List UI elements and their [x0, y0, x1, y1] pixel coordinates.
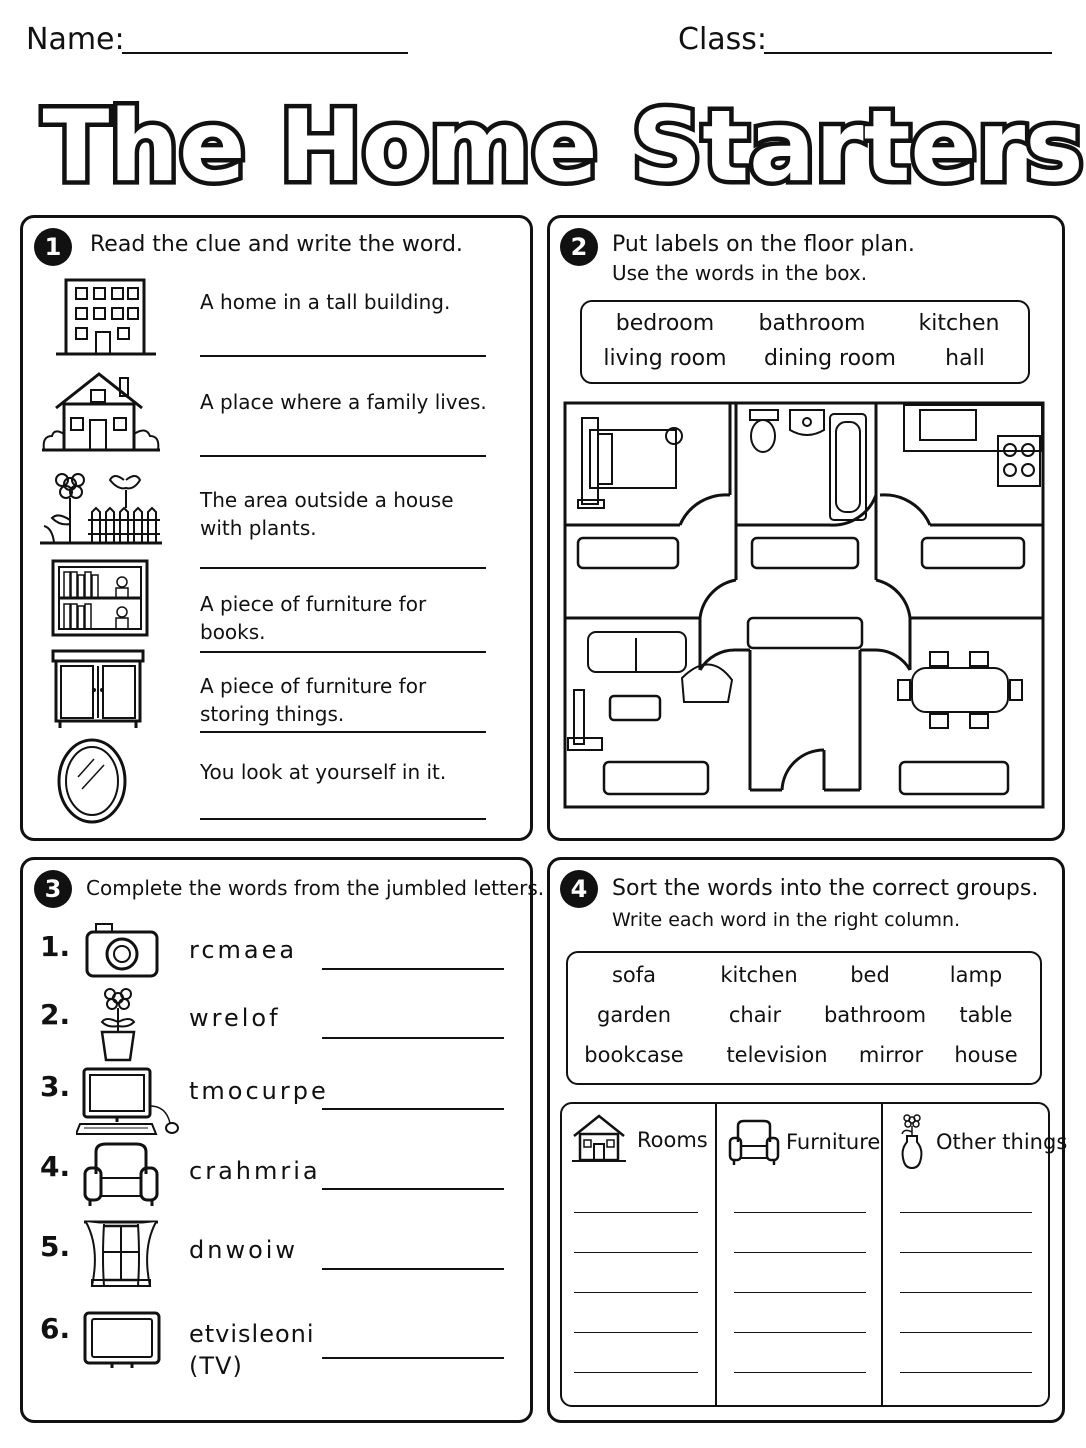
section-4-instruction: Sort the words into the correct groups.: [612, 876, 1039, 901]
item-1-number: 1.: [40, 930, 71, 963]
furniture-answer-line[interactable]: [734, 1332, 866, 1333]
class-label: Class:: [678, 22, 768, 57]
sort-word-chair: chair: [728, 1003, 782, 1027]
other-things-answer-line[interactable]: [900, 1252, 1032, 1253]
sort-word-mirror: mirror: [858, 1043, 924, 1067]
clue-2-answer-line[interactable]: [200, 455, 486, 457]
item-6-number: 6.: [40, 1312, 71, 1345]
item-5-number: 5.: [40, 1230, 71, 1263]
garden-icon: [40, 468, 162, 546]
computer-icon: [76, 1066, 182, 1136]
furniture-answer-line[interactable]: [734, 1212, 866, 1213]
word-bathroom: bathroom: [758, 311, 866, 336]
floor-plan: [560, 400, 1050, 812]
item-4-answer-line[interactable]: [322, 1188, 504, 1190]
bookcase-icon: [50, 558, 150, 638]
sort-word-television: television: [726, 1043, 828, 1067]
other-things-vase-icon: [896, 1112, 928, 1170]
item-6-answer-line[interactable]: [322, 1357, 504, 1359]
page-title: [0, 70, 1086, 205]
word-kitchen: kitchen: [918, 311, 1000, 336]
section-3-number: 3: [34, 870, 72, 908]
sort-word-table: table: [959, 1003, 1013, 1027]
section-2-instruction-2: Use the words in the box.: [612, 261, 868, 285]
section-4-number: 4: [560, 870, 598, 908]
item-6-letters: etvisleoni: [189, 1320, 315, 1348]
camera-icon: [84, 920, 160, 980]
word-hall: hall: [945, 346, 985, 371]
column-furniture-label: Furniture: [786, 1130, 881, 1154]
clue-4-text: A piece of furniture for books.: [200, 592, 427, 644]
furniture-answer-line[interactable]: [734, 1292, 866, 1293]
sort-word-garden: garden: [596, 1003, 672, 1027]
item-2-number: 2.: [40, 998, 71, 1031]
other-things-answer-line[interactable]: [900, 1292, 1032, 1293]
item-5-answer-line[interactable]: [322, 1268, 504, 1270]
name-label: Name:: [26, 22, 125, 57]
mirror-icon: [56, 737, 128, 825]
rooms-answer-line[interactable]: [574, 1332, 698, 1333]
item-2-letters: wrelof: [189, 1004, 281, 1032]
section-1-instruction: Read the clue and write the word.: [90, 232, 463, 257]
rooms-answer-line[interactable]: [574, 1372, 698, 1373]
furniture-answer-line[interactable]: [734, 1252, 866, 1253]
furniture-answer-line[interactable]: [734, 1372, 866, 1373]
word-dining-room: dining room: [764, 346, 896, 371]
sort-word-lamp: lamp: [949, 963, 1003, 987]
sort-word-house: house: [954, 1043, 1018, 1067]
section-1-number: 1: [34, 228, 72, 266]
window-icon: [82, 1218, 160, 1290]
house-icon: [42, 370, 160, 454]
television-icon: [82, 1310, 162, 1370]
name-field[interactable]: [122, 52, 408, 54]
other-things-answer-line[interactable]: [900, 1212, 1032, 1213]
rooms-answer-line[interactable]: [574, 1252, 698, 1253]
clue-4-answer-line[interactable]: [200, 651, 486, 653]
rooms-answer-line[interactable]: [574, 1292, 698, 1293]
item-6-hint: (TV): [189, 1352, 243, 1380]
column-divider: [881, 1103, 883, 1406]
clue-1-answer-line[interactable]: [200, 355, 486, 357]
clue-5-answer-line[interactable]: [200, 731, 486, 733]
clue-3-answer-line[interactable]: [200, 567, 486, 569]
item-3-answer-line[interactable]: [322, 1108, 504, 1110]
sort-word-bed: bed: [850, 963, 890, 987]
word-living-room: living room: [603, 346, 727, 371]
sort-word-sofa: sofa: [611, 963, 657, 987]
sort-word-bathroom: bathroom: [823, 1003, 927, 1027]
column-divider: [715, 1103, 717, 1406]
word-bedroom: bedroom: [615, 311, 715, 336]
section-4-instruction-2: Write each word in the right column.: [612, 909, 961, 931]
rooms-house-icon: [572, 1114, 626, 1164]
furniture-armchair-icon: [728, 1118, 780, 1166]
page-title-text: The Home Starters: [42, 90, 1084, 204]
section-2-instruction: Put labels on the floor plan.: [612, 232, 915, 257]
clue-5-text: A piece of furniture for storing things.: [200, 674, 427, 726]
item-4-letters: crahmria: [189, 1157, 321, 1185]
item-1-answer-line[interactable]: [322, 968, 504, 970]
item-3-letters: tmocurpe: [189, 1077, 329, 1105]
item-4-number: 4.: [40, 1150, 71, 1183]
rooms-answer-line[interactable]: [574, 1212, 698, 1213]
class-field[interactable]: [764, 52, 1052, 54]
item-1-letters: rcmaea: [189, 936, 298, 964]
flower-pot-icon: [94, 986, 144, 1062]
other-things-answer-line[interactable]: [900, 1332, 1032, 1333]
cupboard-icon: [50, 648, 146, 730]
item-5-letters: dnwoiw: [189, 1236, 299, 1264]
item-2-answer-line[interactable]: [322, 1037, 504, 1039]
other-things-answer-line[interactable]: [900, 1372, 1032, 1373]
clue-1-text: A home in a tall building.: [200, 290, 451, 314]
column-other-things-label: Other things: [936, 1130, 1068, 1154]
section-2-number: 2: [560, 228, 598, 266]
clue-6-answer-line[interactable]: [200, 818, 486, 820]
apartment-building-icon: [56, 276, 156, 358]
clue-3-text: The area outside a house with plants.: [200, 488, 454, 540]
item-3-number: 3.: [40, 1070, 71, 1103]
sort-word-bookcase: bookcase: [584, 1043, 684, 1067]
section-3-instruction: Complete the words from the jumbled letters.: [86, 876, 545, 900]
sort-word-kitchen: kitchen: [720, 963, 798, 987]
clue-6-text: You look at yourself in it.: [200, 760, 447, 784]
column-rooms-label: Rooms: [637, 1128, 708, 1152]
clue-2-text: A place where a family lives.: [200, 390, 487, 414]
armchair-icon: [82, 1140, 160, 1208]
